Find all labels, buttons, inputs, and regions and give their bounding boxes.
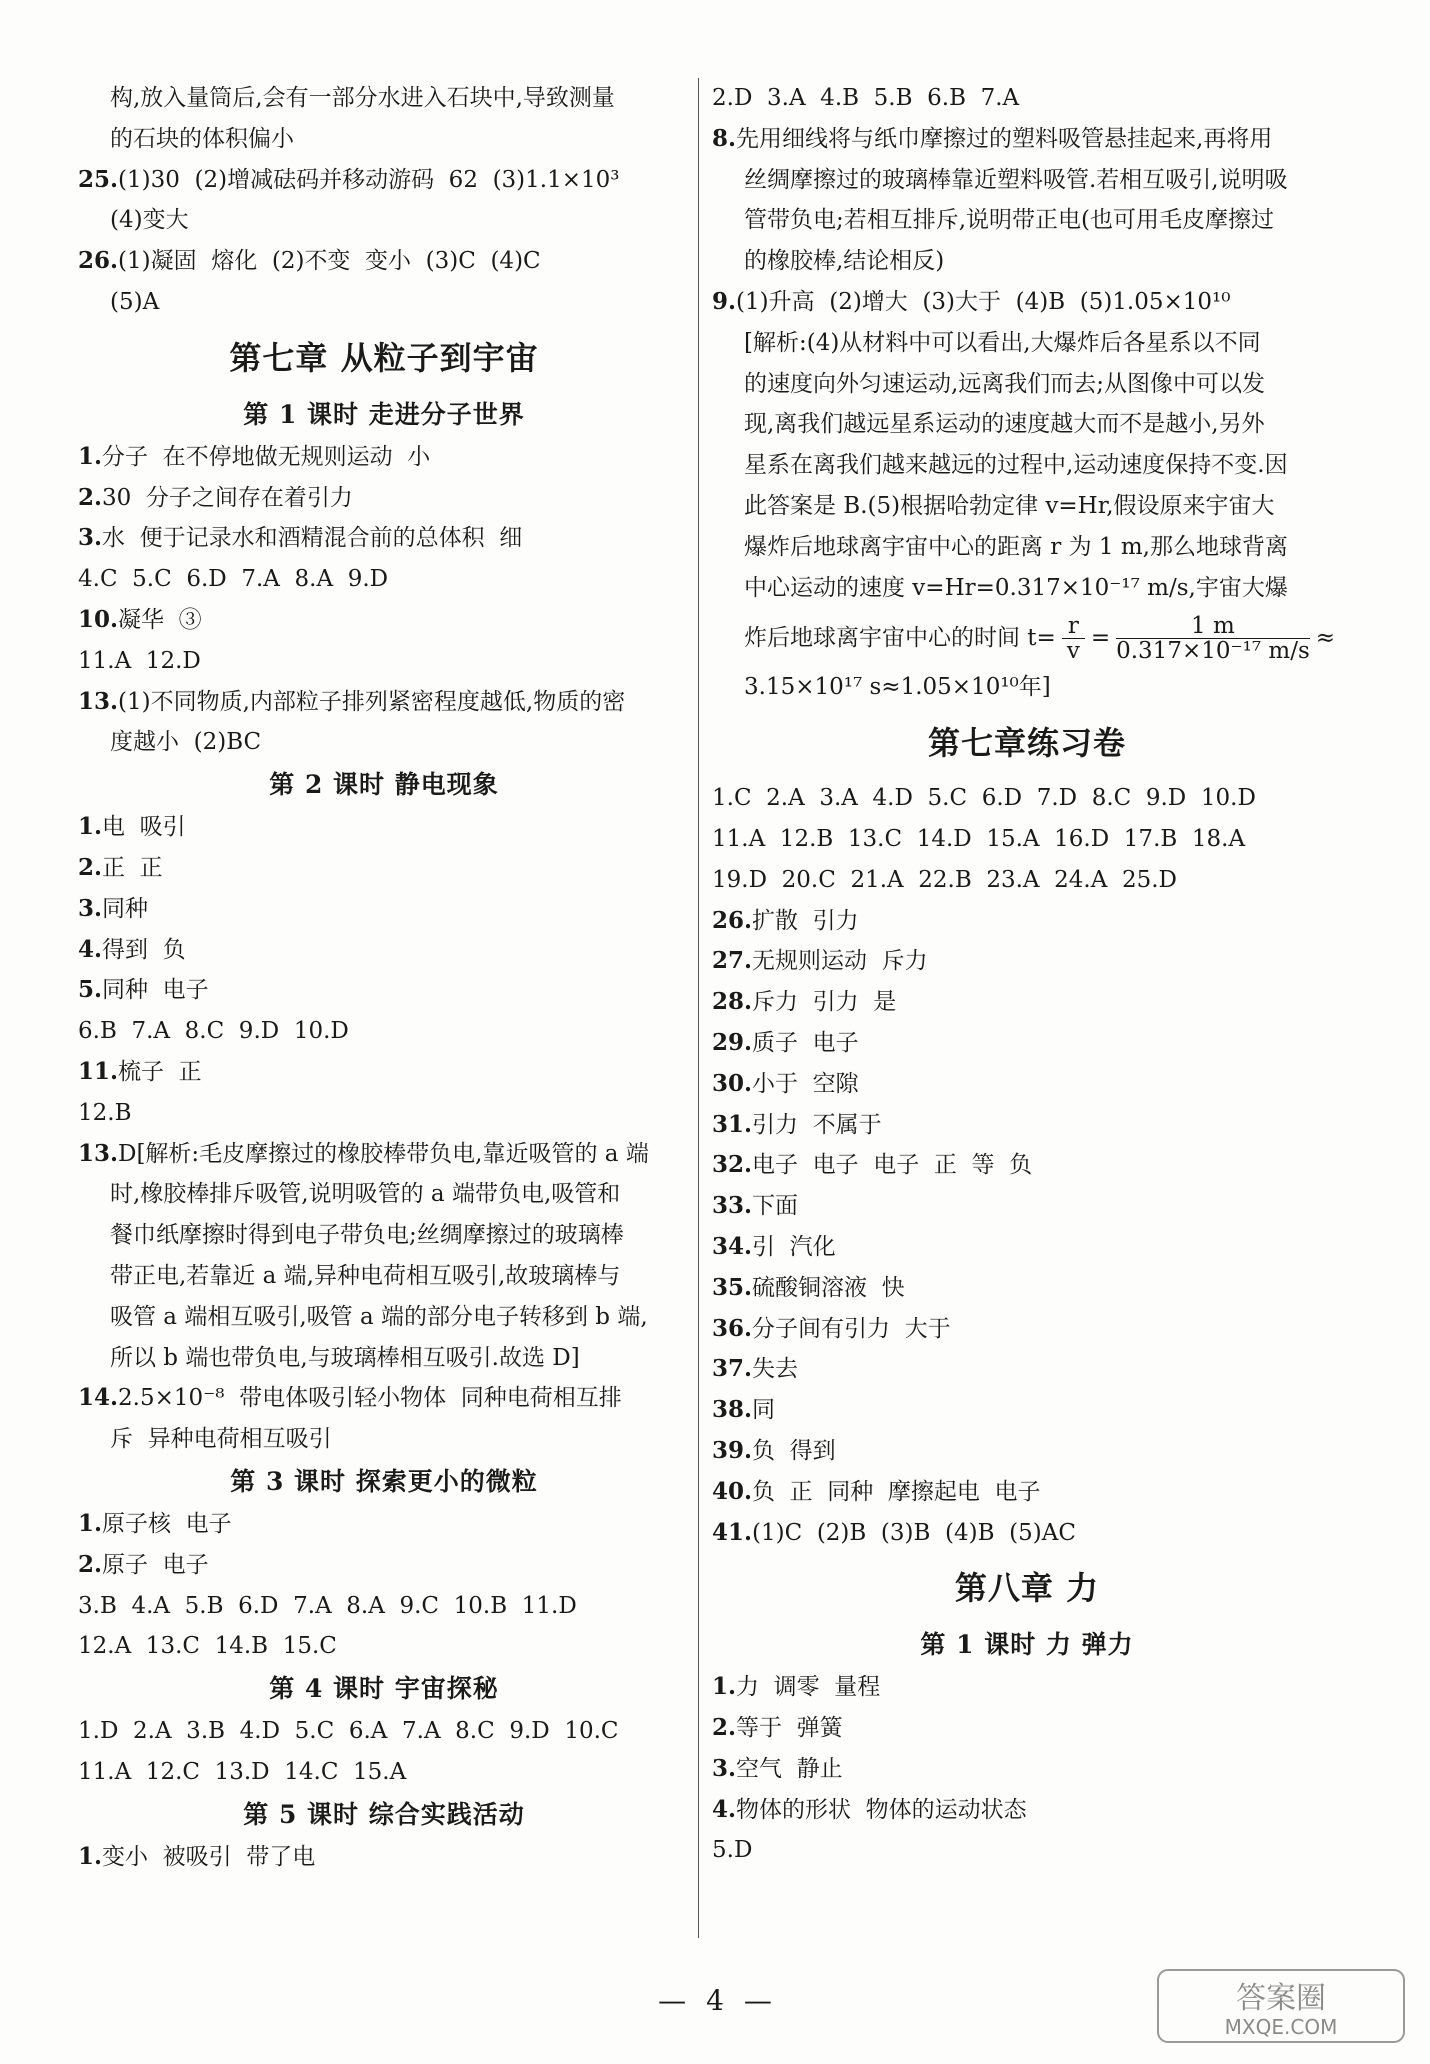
answer-number: 1. [712, 1673, 737, 1701]
answer-line [78, 807, 690, 848]
answer-line [712, 1227, 1342, 1268]
section-title: 第 3 课时 探索更小的微粒 [230, 1466, 538, 1496]
answer-number: 10. [78, 605, 119, 633]
answer-text: 扩散 引力 [752, 907, 859, 934]
answer-number: 1. [78, 1509, 103, 1537]
answer-number: 1. [78, 442, 103, 470]
fraction-r-over-v [1062, 614, 1085, 663]
fraction-denominator: v [1066, 637, 1080, 664]
answer-line [712, 1145, 1342, 1186]
answer-number: 32. [712, 1151, 753, 1179]
answer-text: 同种 电子 [102, 977, 209, 1004]
answer-line [78, 478, 690, 519]
answer-number: 26. [712, 906, 753, 934]
text-line: 吸管 a 端相互吸引,吸管 a 端的部分电子转移到 b 端, [110, 1303, 648, 1330]
text-line: 2.D 3.A 4.B 5.B 6.B 7.A [712, 85, 1020, 111]
answer-text: 力 调零 量程 [736, 1674, 881, 1701]
answer-text: 先用细线将与纸巾摩擦过的塑料吸管悬挂起来,再将用 [736, 125, 1273, 152]
text-line: 11.A 12.B 13.C 14.D 15.A 16.D 17.B 18.A [712, 825, 1246, 852]
answer-text: 30 分子之间存在着引力 [102, 484, 353, 511]
answer-text: 空气 静止 [736, 1755, 843, 1782]
text-line: 度越小 (2)BC [110, 729, 262, 756]
watermark-url: MXQE.COM [1224, 2015, 1338, 2039]
answer-text: 斥力 引力 是 [752, 989, 897, 1016]
answer-text: (1)凝固 熔化 (2)不变 变小 (3)C (4)C [118, 248, 541, 275]
answer-number: 39. [712, 1436, 753, 1464]
answer-line [78, 600, 690, 641]
section-title: 第 4 课时 宇宙探秘 [269, 1674, 499, 1704]
answer-text: 电 吸引 [102, 814, 186, 841]
answer-line [712, 1431, 1342, 1472]
answer-text: 下面 [752, 1193, 799, 1220]
answer-number: 38. [712, 1396, 753, 1424]
answer-line [78, 1837, 690, 1878]
answer-number: 31. [712, 1110, 753, 1138]
text-line: 3.15×10¹⁷ s≈1.05×10¹⁰年] [744, 674, 1051, 701]
formula-prefix: 炸后地球离宇宙中心的时间 t= [744, 625, 1056, 652]
answer-line [712, 1667, 1342, 1708]
answer-text: 负 得到 [752, 1437, 836, 1464]
right-column [712, 78, 1342, 1871]
fraction-numerator: r [1062, 614, 1085, 639]
answer-number: 41. [712, 1518, 753, 1546]
text-line: 12.A 13.C 14.B 15.C [78, 1633, 337, 1660]
answer-line [78, 518, 690, 559]
equals-sign: = [1090, 625, 1111, 652]
answer-line [78, 1134, 690, 1175]
answer-line [712, 1749, 1342, 1790]
answer-line [712, 1472, 1342, 1513]
answer-number: 3. [78, 894, 103, 922]
answer-line [78, 889, 690, 930]
text-line: 带正电,若靠近 a 端,异种电荷相互吸引,故玻璃棒与 [110, 1262, 621, 1289]
answer-number: 2. [712, 1714, 737, 1742]
section-title: 第 1 课时 走进分子世界 [243, 399, 525, 429]
answer-text: 水 便于记录水和酒精混合前的总体积 细 [102, 525, 523, 552]
answer-text: 梳子 正 [118, 1058, 202, 1085]
answer-number: 2. [78, 1550, 103, 1578]
answer-line [712, 1186, 1342, 1227]
text-line: 现,离我们越远星系运动的速度越大而不是越小,另外 [744, 411, 1265, 438]
answer-number: 34. [712, 1232, 753, 1260]
answer-number: 1. [78, 1842, 103, 1870]
answer-line [78, 1378, 690, 1419]
answer-line [78, 160, 690, 201]
watermark-logo [1156, 1968, 1406, 2044]
answer-line [712, 1064, 1342, 1105]
text-line: 5.D [712, 1837, 753, 1864]
answer-text: 失去 [752, 1356, 799, 1383]
fraction-numerator: 1 m [1116, 614, 1310, 639]
text-line: 中心运动的速度 v=Hr=0.317×10⁻¹⁷ m/s,宇宙大爆 [744, 574, 1288, 601]
answer-line [712, 1513, 1342, 1554]
text-line: 此答案是 B.(5)根据哈勃定律 v=Hr,假设原来宇宙大 [744, 492, 1275, 519]
answer-text: 同 [752, 1397, 776, 1424]
answer-line [712, 119, 1342, 160]
answer-line [712, 1349, 1342, 1390]
page-number: — 4 — [658, 1984, 772, 2017]
answer-text: 电子 电子 电子 正 等 负 [752, 1152, 1033, 1179]
answer-text: 物体的形状 物体的运动状态 [736, 1796, 1027, 1823]
fraction-distance-over-speed [1116, 614, 1310, 663]
answer-number: 26. [78, 247, 119, 275]
answer-text: D[解析:毛皮摩擦过的橡胶棒带负电,靠近吸管的 a 端 [118, 1140, 649, 1167]
answer-text: (1)30 (2)增减砝码并移动游码 62 (3)1.1×10³ [118, 166, 620, 193]
answer-line [78, 848, 690, 889]
answer-text: 引 汽化 [752, 1233, 836, 1260]
answer-line [712, 282, 1342, 323]
formula-suffix: ≈ [1315, 625, 1336, 652]
text-line: 4.C 5.C 6.D 7.A 8.A 9.D [78, 566, 389, 593]
answer-line [712, 1309, 1342, 1350]
text-line: 1.C 2.A 3.A 4.D 5.C 6.D 7.D 8.C 9.D 10.D [712, 785, 1256, 812]
text-line: 构,放入量筒后,会有一部分水进入石块中,导致测量 [110, 85, 615, 111]
answer-line [712, 1708, 1342, 1749]
answer-text: 小于 空隙 [752, 1070, 859, 1097]
answer-text: (1)C (2)B (3)B (4)B (5)AC [752, 1519, 1076, 1546]
text-line: 11.A 12.D [78, 647, 201, 674]
answer-line [712, 1023, 1342, 1064]
answer-number: 25. [78, 165, 119, 193]
chapter-title: 第七章练习卷 [927, 724, 1126, 763]
answer-number: 14. [78, 1384, 119, 1412]
answer-line [78, 1545, 690, 1586]
answer-text: (1)不同物质,内部粒子排列紧密程度越低,物质的密 [118, 688, 626, 715]
answer-line [712, 1268, 1342, 1309]
answer-number: 8. [712, 124, 737, 152]
answer-number: 30. [712, 1069, 753, 1097]
answer-number: 3. [712, 1754, 737, 1782]
text-line: 6.B 7.A 8.C 9.D 10.D [78, 1018, 349, 1045]
answer-text: 质子 电子 [752, 1029, 859, 1056]
text-line: 的石块的体积偏小 [110, 125, 294, 152]
text-line: 星系在离我们越来越远的过程中,运动速度保持不变.因 [744, 452, 1288, 479]
answer-line [78, 970, 690, 1011]
answer-line [712, 1790, 1342, 1831]
answer-number: 13. [78, 687, 119, 715]
text-line: [解析:(4)从材料中可以看出,大爆炸后各星系以不同 [744, 329, 1261, 356]
answer-text: 凝华 ③ [118, 606, 202, 633]
answer-number: 28. [712, 988, 753, 1016]
answer-text: 原子 电子 [102, 1551, 209, 1578]
text-line: 3.B 4.A 5.B 6.D 7.A 8.A 9.C 10.B 11.D [78, 1592, 577, 1619]
answer-number: 4. [712, 1795, 737, 1823]
chapter-title: 第七章 从粒子到宇宙 [229, 338, 539, 377]
answer-number: 4. [78, 935, 103, 963]
answer-text: 负 正 同种 摩擦起电 电子 [752, 1478, 1041, 1505]
answer-number: 37. [712, 1355, 753, 1383]
answer-number: 29. [712, 1028, 753, 1056]
answer-line [712, 1390, 1342, 1431]
text-line: (5)A [110, 288, 160, 315]
answer-text: 2.5×10⁻⁸ 带电体吸引轻小物体 同种电荷相互排 [118, 1385, 622, 1412]
text-line: 12.B [78, 1099, 132, 1126]
text-line: 19.D 20.C 21.A 22.B 23.A 24.A 25.D [712, 866, 1177, 893]
answer-number: 11. [78, 1057, 119, 1085]
chapter-title: 第八章 力 [954, 1569, 1100, 1608]
section-title: 第 1 课时 力 弹力 [920, 1630, 1134, 1660]
answer-number: 40. [712, 1477, 753, 1505]
text-line: 的橡胶棒,结论相反) [744, 248, 945, 275]
answer-number: 3. [78, 524, 103, 552]
fraction-denominator: 0.317×10⁻¹⁷ m/s [1116, 637, 1310, 664]
formula-line [712, 608, 1342, 667]
answer-text: 硫酸铜溶液 快 [752, 1274, 905, 1301]
answer-line [78, 682, 690, 723]
column-divider [698, 78, 699, 1938]
answer-line [78, 1504, 690, 1545]
answer-number: 2. [78, 483, 103, 511]
text-line: (4)变大 [110, 207, 189, 234]
text-line: 斥 异种电荷相互吸引 [110, 1426, 332, 1453]
answer-line [78, 437, 690, 478]
answer-line [712, 982, 1342, 1023]
answer-number: 13. [78, 1139, 119, 1167]
answer-number: 35. [712, 1273, 753, 1301]
watermark-title: 答案圈 [1236, 1981, 1326, 2016]
answer-line [712, 1105, 1342, 1146]
answer-text: 变小 被吸引 带了电 [102, 1843, 316, 1870]
answer-number: 5. [78, 976, 103, 1004]
answer-text: 原子核 电子 [102, 1510, 232, 1537]
answer-text: 正 正 [102, 854, 163, 881]
answer-number: 36. [712, 1314, 753, 1342]
answer-text: 引力 不属于 [752, 1111, 882, 1138]
text-line: 11.A 12.C 13.D 14.C 15.A [78, 1758, 407, 1785]
section-title: 第 5 课时 综合实践活动 [243, 1799, 525, 1829]
answer-line [78, 241, 690, 282]
text-line: 丝绸摩擦过的玻璃棒靠近塑料吸管.若相互吸引,说明吸 [744, 166, 1288, 193]
answer-number: 2. [78, 853, 103, 881]
answer-line [78, 930, 690, 971]
answer-line [78, 1052, 690, 1093]
left-column [78, 78, 690, 1877]
answer-text: 得到 负 [102, 936, 186, 963]
text-line: 的速度向外匀速运动,远离我们而去;从图像中可以发 [744, 370, 1266, 397]
section-title: 第 2 课时 静电现象 [269, 770, 499, 800]
answer-number: 33. [712, 1192, 753, 1220]
answer-number: 9. [712, 287, 737, 315]
text-line: 所以 b 端也带负电,与玻璃棒相互吸引.故选 D] [110, 1344, 580, 1371]
answer-text: 等于 弹簧 [736, 1715, 843, 1742]
answer-text: 同种 [102, 895, 149, 922]
answer-text: 分子 在不停地做无规则运动 小 [102, 443, 431, 470]
answer-line [712, 901, 1342, 942]
answer-text: 分子间有引力 大于 [752, 1315, 951, 1342]
answer-text: (1)升高 (2)增大 (3)大于 (4)B (5)1.05×10¹⁰ [736, 288, 1231, 315]
answer-number: 27. [712, 947, 753, 975]
text-line: 爆炸后地球离宇宙中心的距离 r 为 1 m,那么地球背离 [744, 533, 1288, 560]
answer-text: 无规则运动 斥力 [752, 948, 928, 975]
text-line: 餐巾纸摩擦时得到电子带负电;丝绸摩擦过的玻璃棒 [110, 1222, 624, 1249]
text-line: 管带负电;若相互排斥,说明带正电(也可用毛皮摩擦过 [744, 207, 1275, 234]
answer-line [712, 941, 1342, 982]
text-line: 1.D 2.A 3.B 4.D 5.C 6.A 7.A 8.C 9.D 10.C [78, 1718, 619, 1745]
answer-number: 1. [78, 813, 103, 841]
text-line: 时,橡胶棒排斥吸管,说明吸管的 a 端带负电,吸管和 [110, 1181, 621, 1208]
